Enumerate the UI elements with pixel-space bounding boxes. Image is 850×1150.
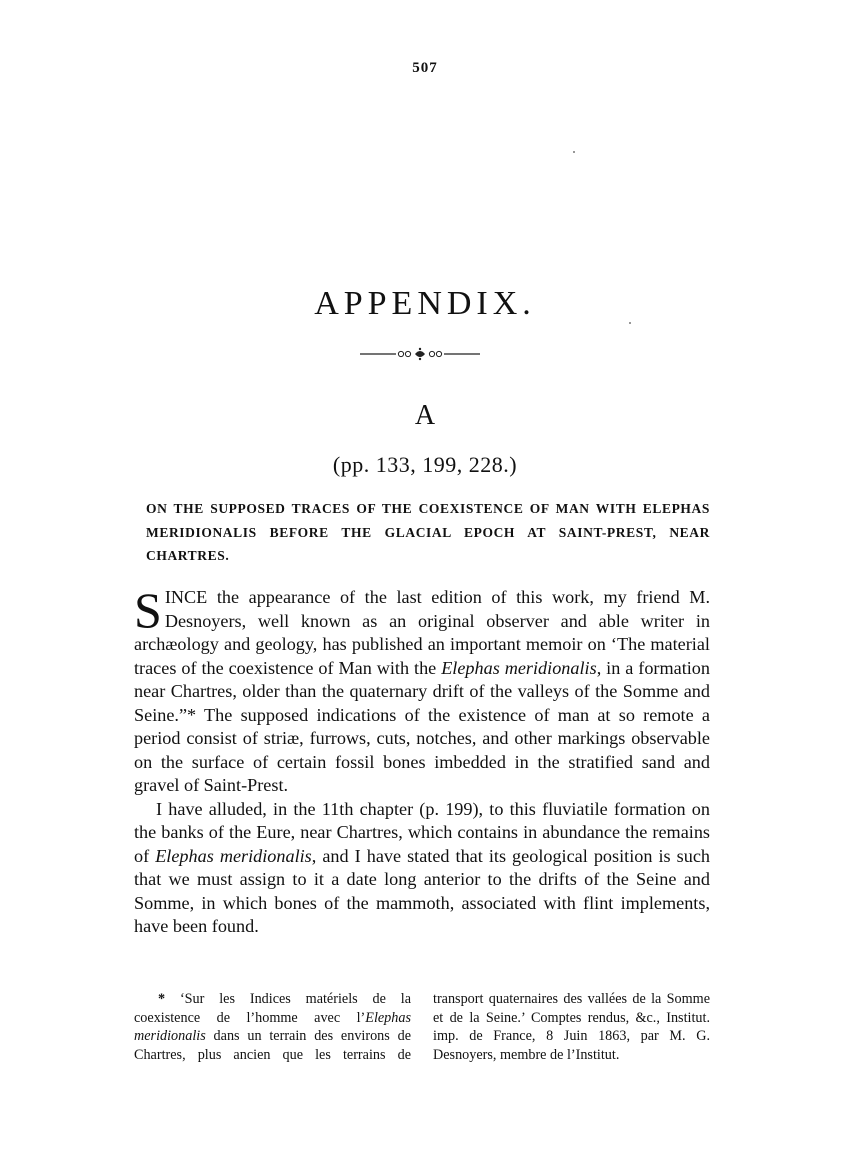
footnote-text-b: dans un terrain des environs de Chartres, plus ancien que les terrains de transport quaternaires des vallées de la Somme et de la Seine.’ Comptes rendus, &c., Institut. imp. de France, 8 Juin 1863, par M. G. Desnoyers, membre de l’Institut.	[134, 991, 710, 1063]
paragraph-2-species: Elephas meridionalis	[155, 845, 312, 866]
footnote	[134, 990, 710, 1064]
footnote-text-a: ‘Sur les Indices matériels de la coexistence de l’homme avec l’	[134, 991, 411, 1026]
paragraph-1	[134, 582, 710, 798]
paragraph-1-text-a: the appearance of the last edition of this work, my friend M. Desnoyers, well known as an original observer and able writer in archæology and geology, has published an important memoir on ‘The material traces of the coexistence of Man with the	[134, 587, 710, 678]
section-letter: A	[414, 400, 436, 431]
appendix-title: APPENDIX.	[314, 285, 536, 322]
drop-cap: S	[134, 582, 162, 638]
paragraph-2	[134, 798, 710, 939]
page-number: 507	[412, 60, 438, 76]
ornament-divider	[360, 346, 480, 362]
scan-speck	[629, 322, 631, 324]
paragraph-1-species: Elephas meridionalis	[441, 657, 597, 678]
lead-word: INCE	[164, 587, 208, 607]
paragraph-1-text-c: The supposed indications of the existence of man at so remote a period consist of striæ, furrows, cuts, notches, and other markings observable on the surface of certain fossil bones imbedded in the stratified sand and gravel of Saint-Prest.	[134, 704, 710, 795]
scan-speck	[573, 151, 575, 153]
body-text	[134, 582, 710, 939]
footnote-mark: *	[158, 991, 166, 1007]
page-references: (pp. 133, 199, 228.)	[332, 452, 518, 477]
paragraph-1-text-b: , in a formation near Chartres, older than the quaternary drift of the valleys of the Somme and Seine.”	[134, 657, 710, 725]
paragraph-2-text-b: , and I have stated that its geological position is such that we must assign to it a date long anterior to the drifts of the Seine and Somme, in which bones of the mammoth, associated with flint implements, have been found.	[134, 845, 710, 936]
footnote-reference: *	[187, 704, 197, 725]
footnote-species: Elephas meridionalis	[134, 1009, 411, 1045]
paragraph-2-text-a: I have alluded, in the 11th chapter (p. 199), to this fluviatile formation on the banks of the Eure, near Chartres, which contains in abundance the remains of	[134, 798, 710, 866]
section-heading: ON THE SUPPOSED TRACES OF THE COEXISTENCE OF MAN WITH ELEPHAS MERIDIONALIS BEFORE THE GLACIAL EPOCH AT SAINT-PREST, NEAR CHARTRES.	[146, 501, 710, 563]
